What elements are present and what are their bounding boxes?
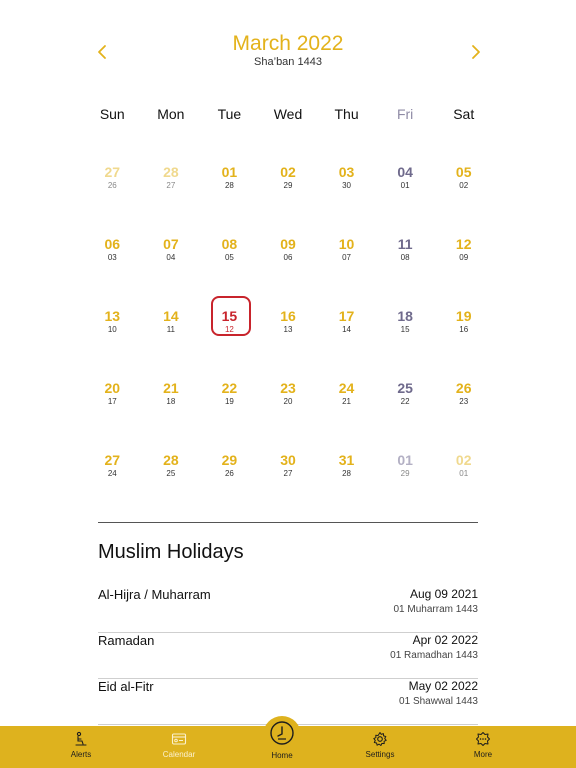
- gregorian-day-number: 11: [397, 236, 413, 252]
- holiday-row[interactable]: [98, 633, 478, 679]
- holiday-gregorian-date: May 02 2022: [408, 679, 478, 693]
- tab-settings[interactable]: [345, 731, 415, 765]
- gregorian-day-number: 23: [280, 380, 296, 396]
- calendar-day[interactable]: [434, 308, 493, 380]
- hijri-day-number: 28: [342, 469, 352, 478]
- hijri-day-number: 26: [107, 181, 117, 190]
- hijri-day-number: 29: [400, 469, 410, 478]
- tab-calendar[interactable]: [144, 731, 214, 765]
- gregorian-day-number: 12: [455, 236, 472, 252]
- holiday-hijri-date: 01 Ramadhan 1443: [390, 650, 478, 661]
- gregorian-day-number: 28: [163, 164, 179, 180]
- calendar-day[interactable]: [142, 380, 201, 452]
- hijri-day-number: 26: [224, 469, 234, 478]
- calendar-day[interactable]: [83, 236, 142, 308]
- hijri-day-number: 27: [283, 469, 293, 478]
- hijri-day-number: 28: [224, 181, 234, 190]
- holidays-section-title: Muslim Holidays: [98, 541, 244, 563]
- gregorian-day-number: 14: [163, 308, 179, 324]
- hijri-day-number: 01: [400, 181, 410, 190]
- hijri-month-subtitle: Sha’ban 1443: [254, 56, 322, 68]
- calendar-day[interactable]: [200, 380, 259, 452]
- calendar-day[interactable]: [376, 308, 435, 380]
- gregorian-day-number: 17: [338, 308, 355, 324]
- holiday-name: Ramadan: [98, 633, 155, 648]
- tab-alerts[interactable]: [46, 731, 116, 765]
- gregorian-day-number: 01: [397, 452, 413, 468]
- calendar-day-today[interactable]: [200, 308, 259, 380]
- calendar-day[interactable]: [317, 452, 376, 524]
- holiday-row[interactable]: [98, 587, 478, 633]
- weekday-label: Sun: [99, 106, 125, 122]
- calendar-day[interactable]: [142, 236, 201, 308]
- hijri-day-number: 29: [283, 181, 293, 190]
- tab-label: Calendar: [162, 750, 196, 759]
- chevron-right-icon[interactable]: [466, 42, 486, 62]
- gregorian-day-number: 15: [221, 308, 238, 324]
- hijri-day-number: 16: [459, 325, 469, 334]
- gregorian-day-number: 22: [221, 380, 238, 396]
- calendar-day[interactable]: [142, 452, 201, 524]
- gregorian-day-number: 06: [104, 236, 121, 252]
- calendar-header: [0, 30, 576, 80]
- hijri-day-number: 23: [459, 397, 469, 406]
- hijri-day-number: 14: [342, 325, 352, 334]
- gregorian-day-number: 05: [455, 164, 472, 180]
- calendar-day[interactable]: [434, 164, 493, 236]
- hijri-day-number: 15: [400, 325, 410, 334]
- gregorian-day-number: 02: [455, 452, 472, 468]
- gregorian-day-number: 27: [104, 452, 121, 468]
- hijri-day-number: 27: [166, 181, 176, 190]
- holiday-gregorian-date: Apr 02 2022: [412, 633, 478, 647]
- weekday-label: Sat: [453, 106, 475, 122]
- calendar-day[interactable]: [259, 308, 318, 380]
- gregorian-day-number: 18: [397, 308, 413, 324]
- calendar-day[interactable]: [317, 164, 376, 236]
- weekday-label: Tue: [217, 106, 242, 122]
- hijri-day-number: 07: [342, 253, 352, 262]
- hijri-day-number: 30: [342, 181, 352, 190]
- section-divider: [98, 522, 478, 523]
- month-title: March 2022: [232, 32, 344, 55]
- gregorian-day-number: 07: [163, 236, 179, 252]
- gregorian-day-number: 29: [221, 452, 238, 468]
- hijri-day-number: 09: [459, 253, 469, 262]
- calendar-day[interactable]: [317, 380, 376, 452]
- calendar-day[interactable]: [200, 452, 259, 524]
- gregorian-day-number: 31: [338, 452, 355, 468]
- hijri-day-number: 17: [107, 397, 117, 406]
- calendar-day[interactable]: [259, 452, 318, 524]
- calendar-day[interactable]: [317, 236, 376, 308]
- tab-home[interactable]: [247, 720, 317, 760]
- weekday-label: Wed: [273, 106, 303, 122]
- calendar-day[interactable]: [376, 236, 435, 308]
- calendar-day[interactable]: [376, 380, 435, 452]
- gregorian-day-number: 09: [280, 236, 296, 252]
- weekday-label: Fri: [396, 106, 414, 122]
- calendar-day[interactable]: [434, 452, 493, 524]
- calendar-grid: [83, 164, 493, 524]
- hijri-day-number: 20: [283, 397, 293, 406]
- tab-label: Home: [271, 751, 293, 760]
- weekday-label: Thu: [334, 106, 359, 122]
- gregorian-day-number: 24: [338, 380, 355, 396]
- hijri-day-number: 25: [166, 469, 176, 478]
- gregorian-day-number: 02: [280, 164, 296, 180]
- tab-label: More: [473, 750, 493, 759]
- holiday-hijri-date: 01 Shawwal 1443: [399, 696, 478, 707]
- hijri-day-number: 19: [224, 397, 234, 406]
- hijri-day-number: 04: [166, 253, 176, 262]
- calendar-day[interactable]: [259, 164, 318, 236]
- calendar-day[interactable]: [142, 164, 201, 236]
- hijri-day-number: 06: [283, 253, 293, 262]
- holiday-name: Eid al-Fitr: [98, 679, 154, 694]
- gregorian-day-number: 26: [455, 380, 472, 396]
- gregorian-day-number: 28: [163, 452, 179, 468]
- calendar-day[interactable]: [434, 236, 493, 308]
- tab-label: Alerts: [70, 750, 92, 759]
- calendar-day[interactable]: [83, 452, 142, 524]
- calendar-day[interactable]: [83, 164, 142, 236]
- gregorian-day-number: 08: [221, 236, 238, 252]
- calendar-day[interactable]: [259, 380, 318, 452]
- calendar-day[interactable]: [376, 164, 435, 236]
- calendar-day[interactable]: [83, 380, 142, 452]
- calendar-day[interactable]: [142, 308, 201, 380]
- gregorian-day-number: 27: [104, 164, 121, 180]
- gregorian-day-number: 25: [397, 380, 413, 396]
- hijri-day-number: 10: [107, 325, 117, 334]
- calendar-day[interactable]: [376, 452, 435, 524]
- gregorian-day-number: 20: [104, 380, 121, 396]
- gregorian-day-number: 19: [455, 308, 472, 324]
- more-icon: [475, 731, 491, 747]
- hijri-day-number: 05: [224, 253, 234, 262]
- gregorian-day-number: 21: [163, 380, 179, 396]
- hijri-day-number: 02: [459, 181, 469, 190]
- hijri-day-number: 13: [283, 325, 293, 334]
- calendar-day[interactable]: [317, 308, 376, 380]
- calendar-day[interactable]: [200, 164, 259, 236]
- holiday-gregorian-date: Aug 09 2021: [409, 587, 478, 601]
- gear-icon: [372, 731, 388, 747]
- tab-label: Settings: [365, 750, 395, 759]
- hijri-day-number: 08: [400, 253, 410, 262]
- weekday-label: Mon: [157, 106, 185, 122]
- gregorian-day-number: 10: [338, 236, 355, 252]
- weekday-header-row: [83, 106, 493, 122]
- gregorian-day-number: 13: [104, 308, 121, 324]
- hijri-day-number: 12: [224, 325, 234, 334]
- clock-icon: [269, 720, 295, 746]
- gregorian-day-number: 16: [280, 308, 296, 324]
- hijri-day-number: 21: [342, 397, 352, 406]
- calendar-icon: [171, 731, 187, 747]
- hijri-day-number: 01: [459, 469, 469, 478]
- calendar-day[interactable]: [259, 236, 318, 308]
- gregorian-day-number: 03: [338, 164, 355, 180]
- gregorian-day-number: 04: [397, 164, 413, 180]
- hijri-day-number: 03: [107, 253, 117, 262]
- tab-more[interactable]: [448, 731, 518, 765]
- hijri-day-number: 11: [166, 325, 175, 334]
- holiday-name: Al-Hijra / Muharram: [98, 587, 211, 602]
- calendar-day[interactable]: [434, 380, 493, 452]
- calendar-day[interactable]: [83, 308, 142, 380]
- gregorian-day-number: 01: [221, 164, 238, 180]
- hijri-day-number: 24: [107, 469, 117, 478]
- prayer-person-icon: [73, 731, 89, 747]
- gregorian-day-number: 30: [280, 452, 296, 468]
- holiday-hijri-date: 01 Muharram 1443: [393, 604, 478, 615]
- hijri-day-number: 22: [400, 397, 410, 406]
- hijri-day-number: 18: [166, 397, 176, 406]
